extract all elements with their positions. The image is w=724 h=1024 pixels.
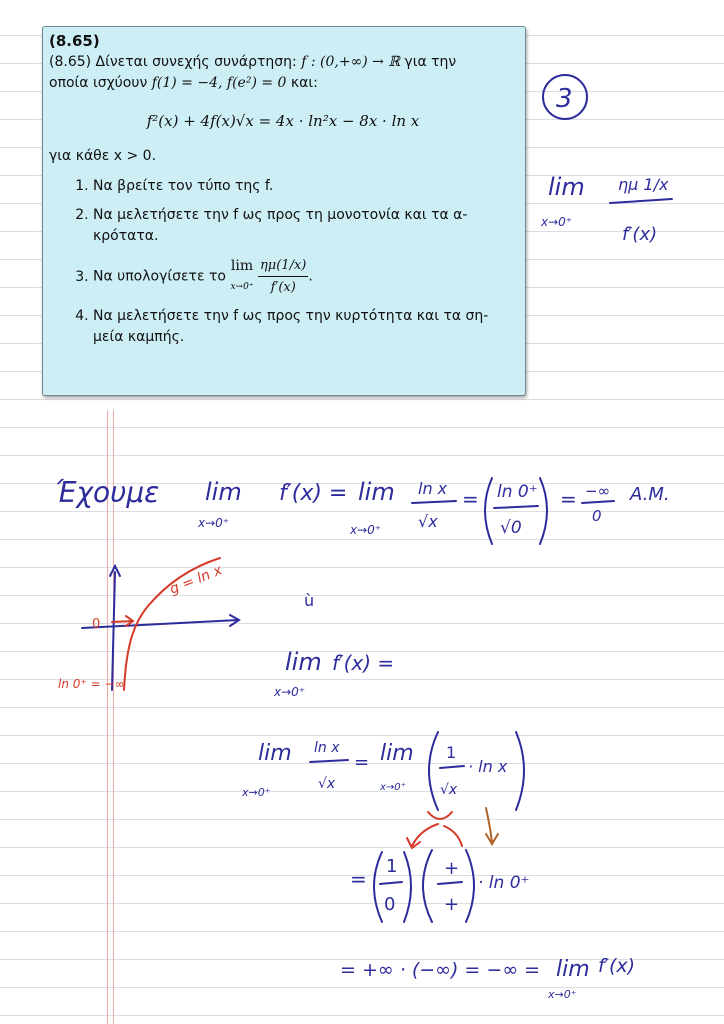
line2-lim-b: lim: [380, 741, 414, 766]
question-4: 4. Να μελετήσετε την f ως προς την κυρτότητα και τα ση-μεία καμπής.: [93, 306, 517, 348]
line2-lim-a: lim: [258, 741, 292, 766]
line1-res-den: 0: [592, 507, 602, 525]
line1-res-num: −∞: [585, 482, 611, 500]
graph-label: g = ln x: [167, 562, 225, 598]
line1-frac-bar: [412, 501, 456, 503]
intro-suffix: για την: [404, 54, 457, 70]
line1-paren-den: √0: [500, 518, 522, 538]
line3-f1-den: 0: [384, 894, 396, 915]
line1-paren-num: ln 0⁺: [497, 482, 538, 502]
side-numerator: ημ 1/x: [618, 175, 669, 194]
domain-condition: για κάθε x > 0.: [49, 148, 157, 164]
line2-frac-num: ln x: [314, 740, 340, 756]
side-lim: lim: [548, 173, 585, 201]
side-denominator: f′(x): [622, 224, 658, 245]
line2-eq: =: [354, 752, 370, 773]
question-3-limit: lim x→0⁺: [230, 257, 254, 292]
line1-fprime: f′(x) =: [279, 481, 348, 506]
line3-f2-bar: [438, 882, 462, 884]
intro-map: f : (0,+∞) → ℝ: [301, 54, 400, 70]
line1-lim-a: lim: [205, 478, 242, 506]
line1-eq2: =: [560, 487, 577, 511]
line3-paren2-right: [466, 850, 474, 922]
line2-inner-ln: · ln x: [468, 757, 508, 776]
line1-sub-b: x→0⁺: [350, 523, 382, 537]
line1-frac-den: √x: [418, 512, 438, 531]
line2-inner-den: √x: [440, 782, 458, 798]
line4-sub: x→0⁺: [548, 988, 577, 1001]
graph-origin: 0: [92, 617, 101, 632]
line1-eq: =: [462, 487, 479, 511]
line2-inner-num: 1: [446, 743, 457, 762]
question-3-fraction: $\frac{\eta\mu(1/x)}{f'(x)}$: [258, 255, 308, 298]
line2-right-paren: [516, 732, 524, 810]
problem-title: (8.65): [49, 32, 100, 50]
line2-inner-bar: [440, 766, 464, 768]
line3-ln: · ln 0⁺: [478, 873, 530, 893]
line1-right-paren: [540, 478, 547, 544]
intro-line2-prefix: οποία ισχύουν: [49, 75, 148, 91]
mid-fprime: f′(x) =: [332, 651, 395, 675]
line2-frac-bar: [310, 760, 348, 762]
line2-sub-b: x→0⁺: [380, 782, 406, 793]
line3-f1-bar: [380, 882, 402, 884]
line3-f2-den: +: [444, 894, 460, 915]
line1-frac-num: ln x: [418, 479, 448, 498]
question-3-text: Να υπολογίσετε το: [93, 268, 226, 285]
line3-eq: =: [350, 867, 367, 891]
graph-x-axis: [82, 620, 238, 628]
line1-lim-b: lim: [358, 478, 395, 506]
mid-mark: ù: [304, 591, 315, 610]
brown-arrow: [486, 808, 498, 844]
side-lim-sub: x→0⁺: [541, 215, 573, 229]
question-2: 2. Να μελετήσετε την f ως προς τη μονοτονία και τα α-κρότατα.: [93, 205, 517, 247]
graph-limit-note: ln 0⁺ = −∞: [58, 677, 125, 691]
side-fraction-bar: [610, 199, 672, 203]
circled-number: 3: [556, 84, 573, 114]
line3-paren1-left: [374, 852, 382, 922]
line1-left-paren: [485, 478, 492, 544]
intro-prefix: (8.65) Δίνεται συνεχής συνάρτηση:: [49, 54, 297, 70]
line1-note: A.M.: [630, 484, 670, 505]
question-3: 3. Να υπολογίσετε το lim x→0⁺ $\frac{\eta\mu(1/x)}{f'(x)}$ .: [93, 255, 517, 298]
red-arrow-right: [444, 826, 462, 846]
intro-and: και:: [290, 75, 318, 91]
line1-paren-bar: [494, 506, 538, 508]
line1-sub-a: x→0⁺: [198, 516, 230, 530]
mid-lim: lim: [285, 648, 322, 676]
red-brace: [428, 812, 452, 819]
line2-frac-den: √x: [318, 776, 336, 792]
line4-fprime: f′(x): [598, 955, 636, 977]
line3-paren1-right: [404, 852, 411, 922]
mid-sub: x→0⁺: [274, 685, 306, 699]
line4-text: = +∞ · (−∞) = −∞ =: [340, 959, 541, 981]
exoume-word: Έχουμε: [55, 476, 160, 509]
functional-equation: f²(x) + 4f(x)√x = 4x · ln²x − 8x · ln x: [146, 112, 420, 130]
line3-f2-num: +: [444, 858, 460, 879]
line4-lim: lim: [556, 957, 590, 982]
line3-f1-num: 1: [386, 856, 398, 877]
question-1: 1. Να βρείτε τον τύπο της f.: [93, 176, 517, 197]
line2-sub-a: x→0⁺: [242, 786, 271, 799]
line3-paren2-left: [423, 850, 432, 922]
red-curved-arrow: [407, 824, 438, 848]
line2-left-paren: [429, 732, 438, 810]
line1-res-bar: [582, 501, 614, 503]
graph-red-arrow: [112, 616, 133, 626]
graph-y-axis: [112, 572, 115, 690]
intro-conditions: f(1) = −4, f(e²) = 0: [151, 75, 287, 91]
